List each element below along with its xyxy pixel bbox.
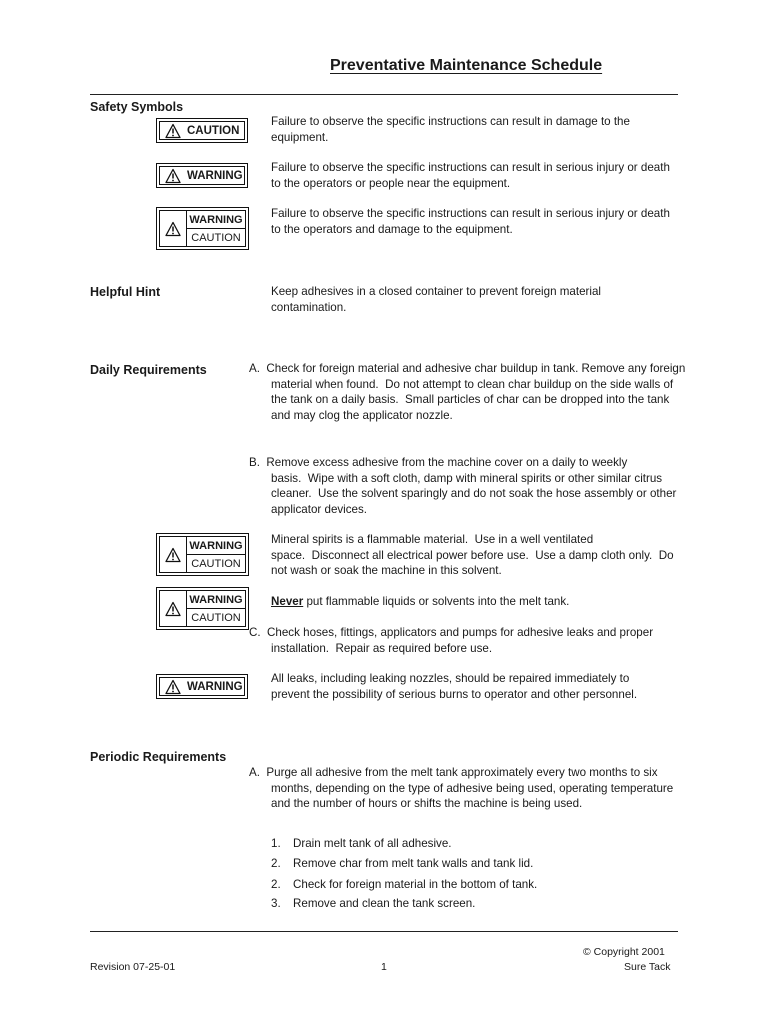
daily-item-a: A. Check for foreign material and adhesive char buildup in tank. Remove any foreign material when found. Do not attempt to clean char buildup on the side walls of the tank on a daily basis. Small particles of char can be dropped into the tank and may clog the applicator nozzle. [249, 362, 686, 422]
periodic-item-a: A. Purge all adhesive from the melt tank approximately every two months to six months, depending on the type of adhesive being used, operating temperature and the number of hours or shifts the machine is being used. [249, 766, 674, 811]
mineral-spirits-warning: Mineral spirits is a flammable material. Use in a well ventilated space. Disconnect all electrical power before use. Use a damp cloth only. Do not wash or soak the machine in this solvent. [271, 533, 674, 578]
warning-caution-symbol [159, 210, 246, 247]
warning-triangle-icon [165, 601, 181, 617]
never-emphasis: Never [271, 595, 304, 608]
safety-symbols-heading: Safety Symbols [90, 100, 184, 114]
warning-symbol [159, 166, 245, 185]
symbol-label-warning: WARNING [189, 213, 243, 226]
list-text: Check for foreign material in the bottom of tank. [293, 878, 538, 891]
flammable-liquids-warning [271, 594, 681, 610]
warning-symbol [159, 677, 245, 696]
list-number: 3. [271, 897, 281, 910]
page-title: Preventative Maintenance Schedule [330, 57, 603, 74]
warning-triangle-icon [165, 221, 181, 237]
symbol-label: WARNING [187, 169, 243, 182]
warning-triangle-icon [165, 679, 181, 695]
symbol-label-caution: CAUTION [187, 608, 245, 626]
header-rule [90, 94, 678, 95]
warning-caution-symbol [159, 590, 246, 627]
symbol-label-caution: CAUTION [187, 554, 245, 572]
list-item [271, 897, 475, 910]
caution-symbol [159, 121, 245, 140]
daily-requirements-heading: Daily Requirements [90, 363, 207, 377]
list-number: 1. [271, 837, 281, 850]
warning-description: Failure to observe the specific instructions can result in serious injury or death to the operators or people near the equipment. [271, 161, 670, 190]
footer-rule [90, 931, 678, 932]
caution-description: Failure to observe the specific instructions can result in damage to the equipment. [271, 115, 630, 144]
company-name: Sure Tack [624, 961, 671, 973]
daily-item-c: C. Check hoses, fittings, applicators and pumps for adhesive leaks and proper installation. Repair as required before use. [249, 626, 654, 655]
helpful-hint-text: Keep adhesives in a closed container to prevent foreign material contamination. [271, 285, 601, 314]
symbol-label-warning: WARNING [189, 539, 243, 552]
list-text: Remove char from melt tank walls and tank lid. [293, 857, 534, 870]
symbol-label-caution: CAUTION [187, 228, 245, 246]
flammable-warning-text: put flammable liquids or solvents into the melt tank. [303, 595, 570, 608]
warning-caution-symbol [159, 536, 246, 573]
leaks-warning: All leaks, including leaking nozzles, should be repaired immediately to prevent the possibility of serious burns to operator and other personnel. [271, 672, 638, 701]
list-item [271, 878, 537, 891]
list-number: 2. [271, 878, 281, 891]
list-text: Drain melt tank of all adhesive. [293, 837, 452, 850]
revision: Revision 07-25-01 [90, 961, 176, 973]
symbol-label-warning: WARNING [189, 593, 243, 606]
list-number: 2. [271, 857, 281, 870]
symbol-label: CAUTION [187, 124, 240, 137]
symbol-label: WARNING [187, 680, 243, 693]
warning-triangle-icon [165, 168, 181, 184]
page-number: 1 [381, 961, 387, 973]
warning-triangle-icon [165, 547, 181, 563]
copyright: © Copyright 2001 [583, 946, 665, 958]
list-item [271, 857, 533, 870]
helpful-hint-heading: Helpful Hint [90, 285, 161, 299]
list-item [271, 837, 452, 850]
warning-caution-description: Failure to observe the specific instructions can result in serious injury or death to the operators and damage to the equipment. [271, 207, 670, 236]
list-text: Remove and clean the tank screen. [293, 897, 476, 910]
periodic-requirements-heading: Periodic Requirements [90, 750, 227, 764]
daily-item-b: B. Remove excess adhesive from the machine cover on a daily to weekly basis. Wipe with a soft cloth, damp with mineral spirits or other similar citrus cleaner. Use the solvent sparingly and do not soak the hose assembly or other applicator devices. [249, 456, 677, 516]
warning-triangle-icon [165, 123, 181, 139]
